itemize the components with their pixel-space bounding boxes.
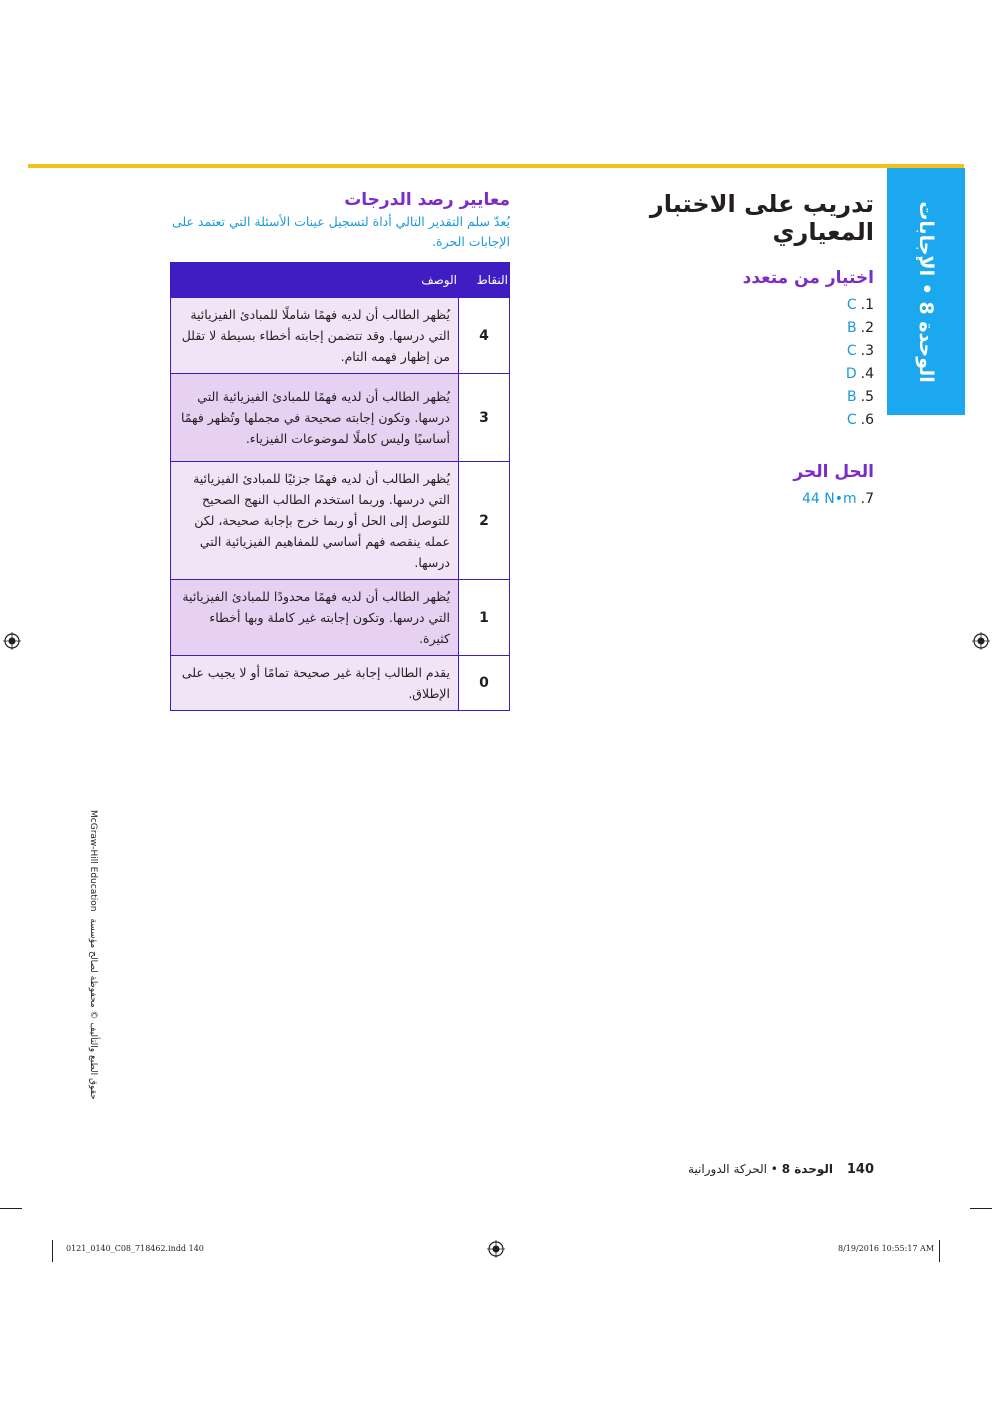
multiple-choice-title: اختيار من متعدد xyxy=(742,268,874,288)
slug-filename: 0121_0140_C08_718462.indd 140 xyxy=(66,1244,204,1253)
registration-mark-icon xyxy=(3,632,21,650)
rubric-points: 1 xyxy=(459,580,510,656)
registration-mark-icon xyxy=(972,632,990,650)
publisher-name: McGraw-Hill Education xyxy=(88,810,98,912)
answer-item: 1.C xyxy=(846,297,874,313)
rubric-row xyxy=(171,298,510,374)
slug-timestamp: 8/19/2016 10:55:17 AM xyxy=(838,1244,935,1253)
page-number: 140 xyxy=(846,1162,874,1177)
rubric-description: يُظهر الطالب أن لديه فهمًا للمبادئ الفيزيائية التي درسها. وتكون إجابته صحيحة في مجملها وتُظهر فهمًا أساسيًا وليس كاملًا لموضوعات الفيزياء. xyxy=(171,374,459,462)
rubric-header-row xyxy=(171,263,510,298)
footer-unit: الوحدة 8 xyxy=(781,1162,834,1176)
answers-column xyxy=(560,190,874,541)
crop-mark xyxy=(970,1208,992,1209)
header-rule xyxy=(28,164,964,168)
rubric-points: 0 xyxy=(459,656,510,711)
rubric-intro: يُعدّ سلم التقدير التالي أداة لتسجيل عينات الأسئلة التي تعتمد على الإجابات الحرة. xyxy=(171,214,510,249)
rubric-description: يقدم الطالب إجابة غير صحيحة تمامًا أو لا يجيب على الإطلاق. xyxy=(171,656,459,711)
rubric-points: 2 xyxy=(459,462,510,580)
rubric-row xyxy=(171,580,510,656)
rubric-description: يُظهر الطالب أن لديه فهمًا محدودًا للمبادئ الفيزيائية التي درسها. وتكون إجابته غير كاملة وبها أخطاء كثيرة. xyxy=(171,580,459,656)
free-response-list xyxy=(560,488,874,511)
rubric-row xyxy=(171,656,510,711)
crop-mark xyxy=(52,1240,53,1262)
footer-separator: • xyxy=(770,1162,778,1176)
crop-mark xyxy=(939,1240,940,1262)
registration-mark-icon xyxy=(487,1240,505,1258)
answer-item: 4.D xyxy=(845,366,874,382)
free-response-title: الحل الحر xyxy=(793,462,874,482)
rubric-description: يُظهر الطالب أن لديه فهمًا جزئيًا للمبادئ الفيزيائية التي درسها. وربما استخدم الطالب النهج الصحيح للتوصل إلى الحل أو ربما خرج بإجابة صحيحة، لكن عمله ينقصه فهم أساسي للمفاهيم الفيزيائية التي درسها. xyxy=(171,462,459,580)
copyright-notice xyxy=(88,810,98,1104)
rubric-table xyxy=(170,262,510,711)
answer-item: 5.B xyxy=(847,389,874,405)
answer-item: 7.44 N•m xyxy=(801,491,874,507)
answer-item: 6.C xyxy=(846,412,874,428)
points-header: النقاط xyxy=(459,263,510,298)
description-header: الوصف xyxy=(171,263,459,298)
rubric-row xyxy=(171,462,510,580)
answer-item: 2.B xyxy=(847,320,874,336)
footer-chapter: الحركة الدورانية xyxy=(688,1162,767,1176)
unit-side-tab xyxy=(887,168,965,415)
rubric-title: معايير رصد الدرجات xyxy=(344,190,510,210)
multiple-choice-list xyxy=(560,294,874,432)
rubric-row xyxy=(171,374,510,462)
answer-item: 3.C xyxy=(846,343,874,359)
copyright-arabic: حقوق الطبع والتأليف © محفوظة لصالح مؤسسة xyxy=(88,918,98,1100)
rubric-points: 3 xyxy=(459,374,510,462)
rubric-description: يُظهر الطالب أن لديه فهمًا شاملًا للمبادئ الفيزيائية التي درسها. وقد تتضمن إجابته أخطاء بسيطة لا تقلل من إظهار فهمه التام. xyxy=(171,298,459,374)
rubric-column xyxy=(170,190,510,711)
page-title: تدريب على الاختبار المعياري xyxy=(649,190,874,246)
rubric-points: 4 xyxy=(459,298,510,374)
side-tab-label: الوحدة 8 • الإجابات xyxy=(915,200,937,383)
crop-mark xyxy=(0,1208,22,1209)
page-footer xyxy=(560,1162,874,1177)
